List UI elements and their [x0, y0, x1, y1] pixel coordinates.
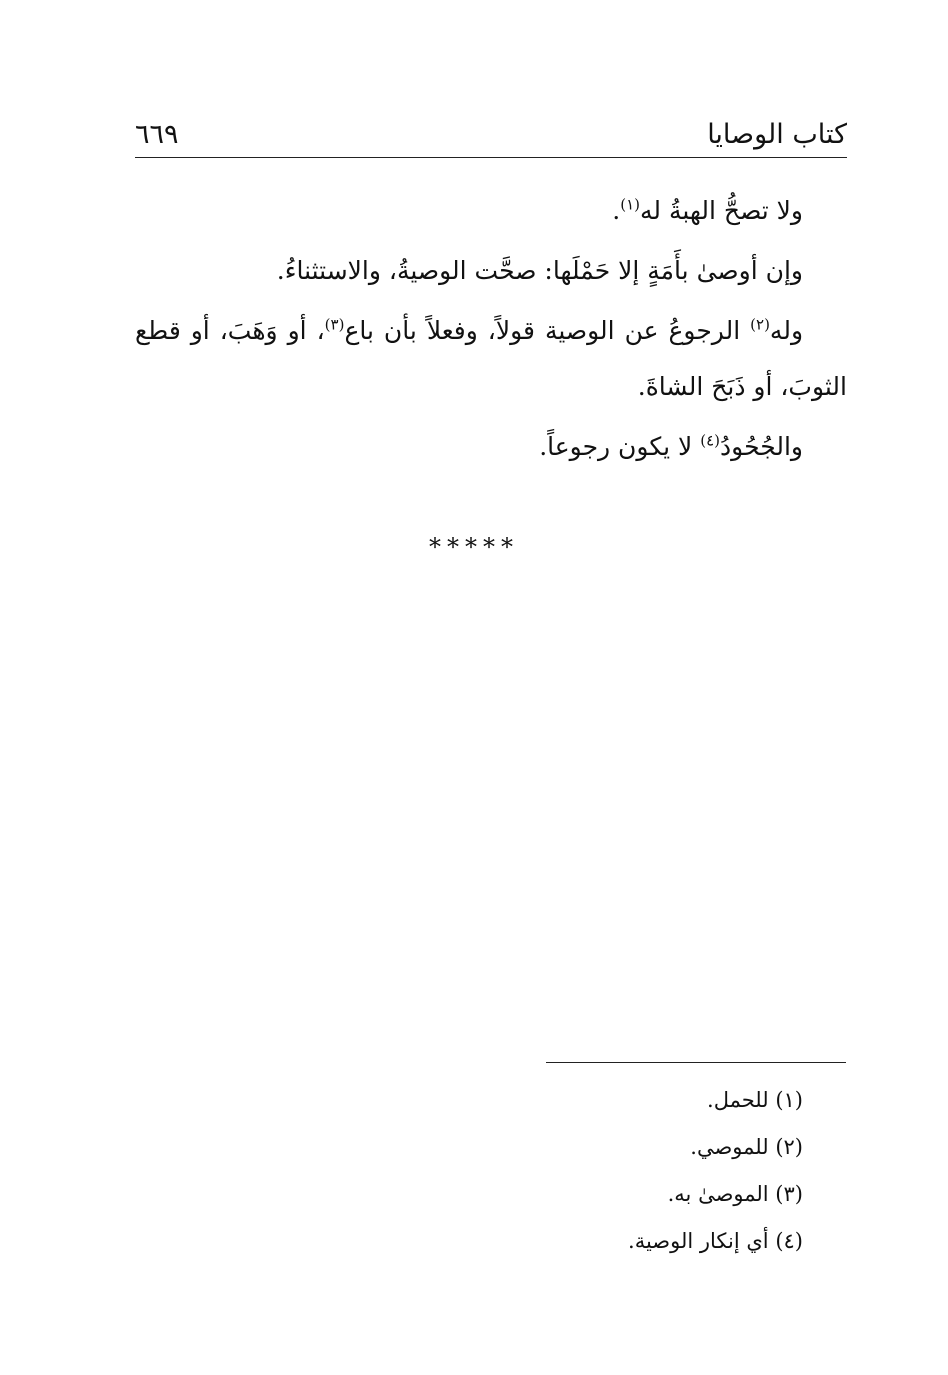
paragraph-3: [135, 303, 847, 415]
footnote-3: (٣) الموصىٰ به.: [667, 1182, 803, 1206]
footnote-4: (٤) أي إنكار الوصية.: [628, 1229, 803, 1253]
paragraph-2: [135, 243, 847, 299]
paragraph-4-start: والجُحُودُ: [720, 432, 803, 461]
footnote-1: (١) للحمل.: [707, 1088, 803, 1112]
paragraph-1-text: ولا تصحُّ الهبةُ له: [639, 196, 803, 225]
paragraph-3-middle: الرجوعُ عن الوصية قولاً، وفعلاً بأن باع: [344, 316, 751, 345]
footnote-ref-2[interactable]: (٢): [750, 315, 770, 334]
paragraph-1-end: .: [612, 196, 621, 225]
paragraph-3-start: وله: [769, 316, 804, 345]
paragraph-2-text: وإن أوصىٰ بأَمَةٍ إلا حَمْلَها: صحَّت الوصيةُ، والاستثناءُ.: [276, 256, 803, 285]
footnote-ref-1[interactable]: (١): [620, 195, 640, 214]
section-ornament: *****: [429, 533, 519, 561]
header-divider: [135, 157, 847, 158]
footnote-divider: [546, 1062, 846, 1063]
page-number: ٦٦٩: [135, 119, 179, 150]
paragraph-1: [135, 183, 847, 239]
footnote-ref-3[interactable]: (٣): [324, 315, 345, 334]
paragraph-4: [135, 419, 847, 475]
main-text: [135, 183, 847, 479]
running-title: كتاب الوصايا: [707, 119, 847, 150]
footnote-2: (٢) للموصي.: [690, 1135, 803, 1159]
footnotes: [135, 1077, 803, 1265]
paragraph-4-end: لا يكون رجوعاً.: [539, 432, 701, 461]
footnote-ref-4[interactable]: (٤): [700, 431, 721, 450]
running-head: [135, 112, 847, 156]
paragraph-3-end: ، أو وَهَبَ، أو قطع الثوبَ، أو ذَبَحَ الشاةَ.: [135, 316, 847, 401]
